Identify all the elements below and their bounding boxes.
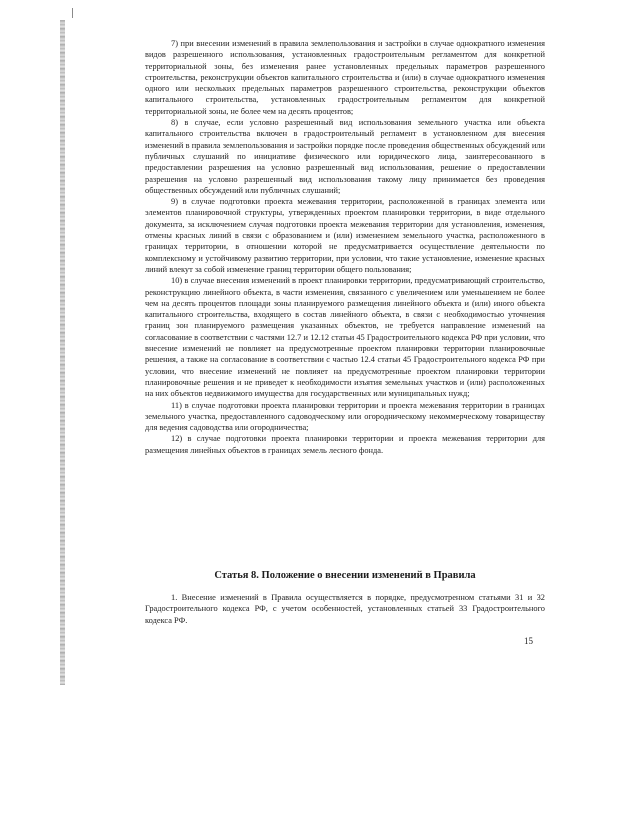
paragraph-item-11: 11) в случае подготовки проекта планировки территории и проекта межевания территории в границах земельного участка, предоставленного садоводческому или огородническому некоммерческому товариществу для ведения садоводства или огородничества; — [145, 400, 545, 433]
paragraph-item-8: 8) в случае, если условно разрешенный вид использования земельного участка или объекта капитального строительства включен в градостроительный регламент в установленном для внесения изменений в правила землепользования и застройки порядке после проведения общественных обсуждений или публичных слушаний по инициативе физического или юридического лица, заинтересованного в предоставлении разрешения на условно разрешенный вид использования, решение о предоставлении разрешения на условно разрешенный вид использования такому лицу принимается без проведения общественных обсуждений или публичных слушаний; — [145, 118, 545, 195]
scan-binding-edge — [60, 20, 65, 685]
paragraph-item-7: 7) при внесении изменений в правила землепользования и застройки в случае однократного изменения видов разрешенного использования, установленных градостроительным регламентом для конкретной территориальной зоны, без изменения ранее установленных предельных параметров разрешенного строительства, реконструкции объектов капитального строительства и (или) в случае однократного изменения одного или нескольких предельных параметров разрешенного строительства, реконструкции объектов капитального строительства, установленных градостроительным регламентом для конкретной территориальной зоны, не более чем на десять процентов; — [145, 39, 545, 116]
paragraph-item-12: 12) в случае подготовки проекта планировки территории и проекта межевания территории для размещения линейных объектов в границах земель лесного фонда. — [145, 434, 545, 455]
page-number: 15 — [524, 636, 533, 646]
article-paragraph-1: 1. Внесение изменений в Правила осуществляется в порядке, предусмотренном статьями 31 и 32 Градостроительного кодекса РФ, с учетом особенностей, установленных статьей 33 Градостроительного кодекса РФ. — [145, 593, 545, 625]
document-body — [145, 38, 545, 456]
paragraph-item-10: 10) в случае внесения изменений в проект планировки территории, предусматривающий строительство, реконструкцию линейного объекта, в части изменения, связанного с увеличением или уменьшением не более чем на десять процентов площади зоны планируемого размещения линейного объекта и (или) иного объекта капитального строительства, входящего в состав линейного объекта, в связи с необходимостью уточнения границ зон планируемого размещения указанных объектов, не требуется направление изменений на согласование в соответствии с частями 12.7 и 12.12 статьи 45 Градостроительного кодекса РФ при условии, что внесение изменений не повлияет на предусмотренные проектом планировки территории планировочные решения, а также на согласование в соответствии с частью 12.4 статьи 45 Градостроительного кодекса РФ при условии, что внесение изменений не повлияет на предусмотренные проектом планировки территории планировочные решения и не приведет к необходимости изъятия земельных участков и (или) расположенных на них объектов недвижимого имущества для государственных или муниципальных нужд; — [145, 276, 545, 399]
scan-artifact-mark — [72, 8, 73, 18]
article-heading: Статья 8. Положение о внесении изменений в Правила — [214, 570, 476, 581]
paragraph-item-9: 9) в случае подготовки проекта межевания территории, расположенной в границах элемента или элементов планировочной структуры, утвержденных проектом планировки территории, в виде отдельного документа, за исключением случая подготовки проекта межевания территории для установления, изменения, отмены красных линий в связи с образованием и (или) изменением земельного участка, расположенного в границах территории, в отношении которой не предусматривается осуществление деятельности по комплексному и устойчивому развитию территории, при условии, что такие установление, изменение красных линий влекут за собой изменение границ территории общего пользования; — [145, 197, 545, 274]
